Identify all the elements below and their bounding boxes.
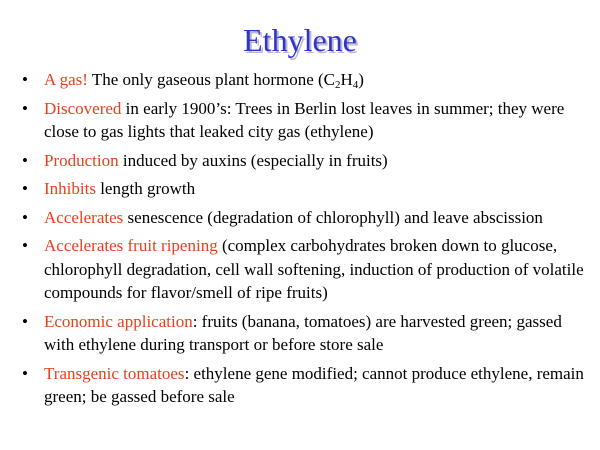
bullet-item-accelerates-senescence (0, 206, 600, 230)
bullet-text: ) (358, 70, 364, 89)
formula-subscript: 2 (335, 79, 341, 91)
bullet-dot: • (22, 236, 28, 255)
bullet-text: induced by auxins (especially in fruits) (118, 150, 388, 170)
bullet-item-inhibits (0, 177, 600, 201)
bullet-list (0, 68, 600, 414)
bullet-text: (complex carbohydrates broken down to glucose, chlorophyll degradation, cell wall softening, induction of production of volatile compounds for flavor/smell of ripe fruits) (44, 236, 584, 302)
bullet-dot: • (22, 98, 28, 118)
bullet-keyword: Production (44, 150, 119, 170)
bullet-keyword: A gas! (44, 70, 88, 89)
bullet-dot: • (22, 311, 28, 331)
bullet-dot: • (22, 70, 28, 89)
bullet-item-transgenic-tomatoes (0, 362, 600, 409)
bullet-keyword: Inhibits (44, 179, 96, 198)
slide-title: Ethylene (243, 22, 357, 58)
bullet-text: length growth (95, 179, 196, 198)
bullet-keyword: Accelerates fruit ripening (44, 236, 218, 255)
bullet-keyword: Transgenic tomatoes (44, 363, 185, 383)
bullet-text: : fruits (banana, tomatoes) are harvested green; gassed with ethylene during transport or before store sale (44, 311, 562, 354)
bullet-dot: • (22, 179, 28, 198)
bullet-text: : ethylene gene modified; cannot produce ethylene, remain green; be gassed before sale (44, 363, 584, 406)
bullet-keyword: Accelerates (44, 207, 124, 227)
bullet-text: The only gaseous plant hormone (C (87, 70, 336, 89)
bullet-dot: • (22, 363, 28, 383)
bullet-dot: • (22, 207, 28, 227)
bullet-item-discovered (0, 97, 600, 144)
bullet-dot: • (22, 150, 28, 170)
bullet-keyword: Discovered (44, 98, 122, 118)
formula-subscript: 4 (352, 79, 359, 91)
bullet-item-economic-application (0, 310, 600, 357)
bullet-text: senescence (degradation of chlorophyll) and leave abscission (123, 207, 543, 227)
bullet-text: H (340, 70, 353, 89)
bullet-text: in early 1900’s: Trees in Berlin lost leaves in summer; they were close to gas lights that leaked city gas (ethylene) (44, 98, 565, 141)
bullet-item-fruit-ripening (0, 234, 600, 305)
bullet-item-gas (0, 68, 600, 92)
bullet-keyword: Economic application (44, 311, 193, 331)
bullet-item-production (0, 149, 600, 173)
